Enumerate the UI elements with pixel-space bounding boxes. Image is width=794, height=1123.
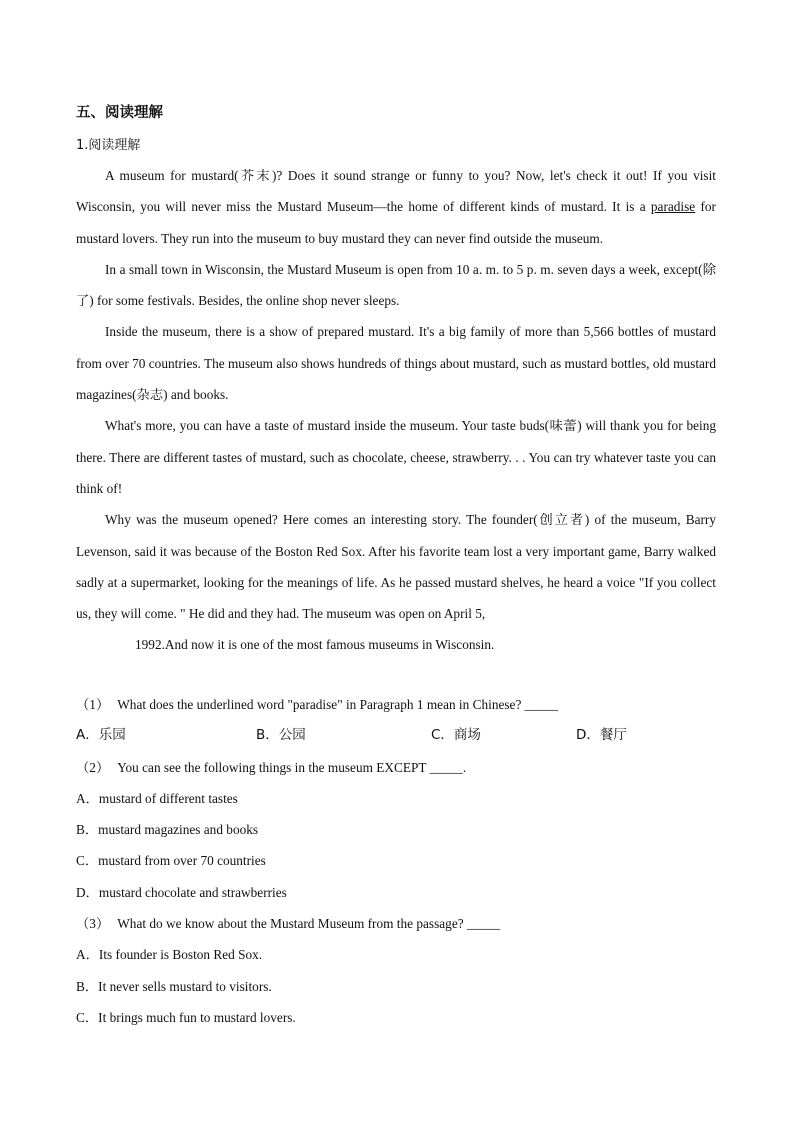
option-b[interactable]: B．mustard magazines and books: [76, 822, 259, 838]
underlined-word-paradise: paradise: [650, 199, 696, 215]
option-d[interactable]: D．mustard chocolate and strawberries: [76, 884, 287, 900]
paragraph-5-main: Why was the museum opened? Here comes an interesting story. The founder(创立者) of the museum, Barry Levenson, said it was because of the Boston Red Sox. After his favorite team lost a very important game, Barry walked sadly at a supermarket, looking for the meanings of life. As he passed mustard shelves, he heard a voice "If you collect us, they will come. " He did and they had. The museum was open on April 5,: [76, 512, 716, 622]
paragraph-4: What's more, you can have a taste of mustard inside the museum. Your taste buds(味蕾) will thank you for being there. There are different tastes of mustard, such as chocolate, cheese, strawberry. . . You can try whatever taste you can think of!: [76, 418, 716, 496]
paragraph-5: [76, 504, 716, 660]
question-1: [76, 689, 726, 720]
question-1-options: [76, 720, 726, 751]
reading-passage: [76, 160, 716, 661]
option-a[interactable]: A．乐园: [76, 727, 126, 744]
section-title: 五、阅读理解: [76, 105, 163, 121]
question-text: What do we know about the Mustard Museum from the passage? _____: [117, 916, 501, 932]
question-3: [76, 908, 726, 939]
paragraph-1: [76, 160, 716, 254]
paragraph-1-part-a: A museum for mustard(芥末)? Does it sound strange or funny to you? Now, let's check it out! If you visit Wisconsin, you will never miss the Mustard Museum—the home of different kinds of mustard. It is a: [76, 168, 716, 215]
paragraph-2: In a small town in Wisconsin, the Mustard Museum is open from 10 a. m. to 5 p. m. seven days a week, except(除了) for some festivals. Besides, the online shop never sleeps.: [76, 261, 716, 309]
question-text: You can see the following things in the museum EXCEPT _____.: [117, 759, 467, 775]
option-a[interactable]: A．Its founder is Boston Red Sox.: [76, 947, 263, 963]
question-number: （3）: [76, 916, 110, 932]
question-text: What does the underlined word "paradise" in Paragraph 1 mean in Chinese? _____: [117, 697, 558, 712]
question-number: （1）: [76, 697, 110, 712]
option-b[interactable]: B．It never sells mustard to visitors.: [76, 978, 272, 994]
question-number: （2）: [76, 759, 110, 775]
questions-section: [76, 689, 726, 1033]
question-heading: 1.阅读理解: [76, 138, 141, 153]
paragraph-3: Inside the museum, there is a show of prepared mustard. It's a big family of more than 5,566 bottles of mustard from over 70 countries. The museum also shows hundreds of things about mustard, such as mustard bottles, old mustard magazines(杂志) and books.: [76, 324, 716, 403]
paragraph-5-last-line: 1992.And now it is one of the most famous museums in Wisconsin.: [135, 637, 495, 653]
option-c[interactable]: C．mustard from over 70 countries: [76, 853, 266, 869]
paragraph-1-part-b: for mustard lovers. They run into the museum to buy mustard they can never find outside the museum.: [76, 199, 716, 246]
option-c[interactable]: C．商场: [431, 727, 481, 744]
option-c[interactable]: C．It brings much fun to mustard lovers.: [76, 1009, 296, 1025]
option-d[interactable]: D．餐厅: [576, 727, 627, 744]
option-a[interactable]: A．mustard of different tastes: [76, 790, 238, 806]
option-b[interactable]: B．公园: [256, 727, 306, 744]
question-2: [76, 752, 726, 783]
